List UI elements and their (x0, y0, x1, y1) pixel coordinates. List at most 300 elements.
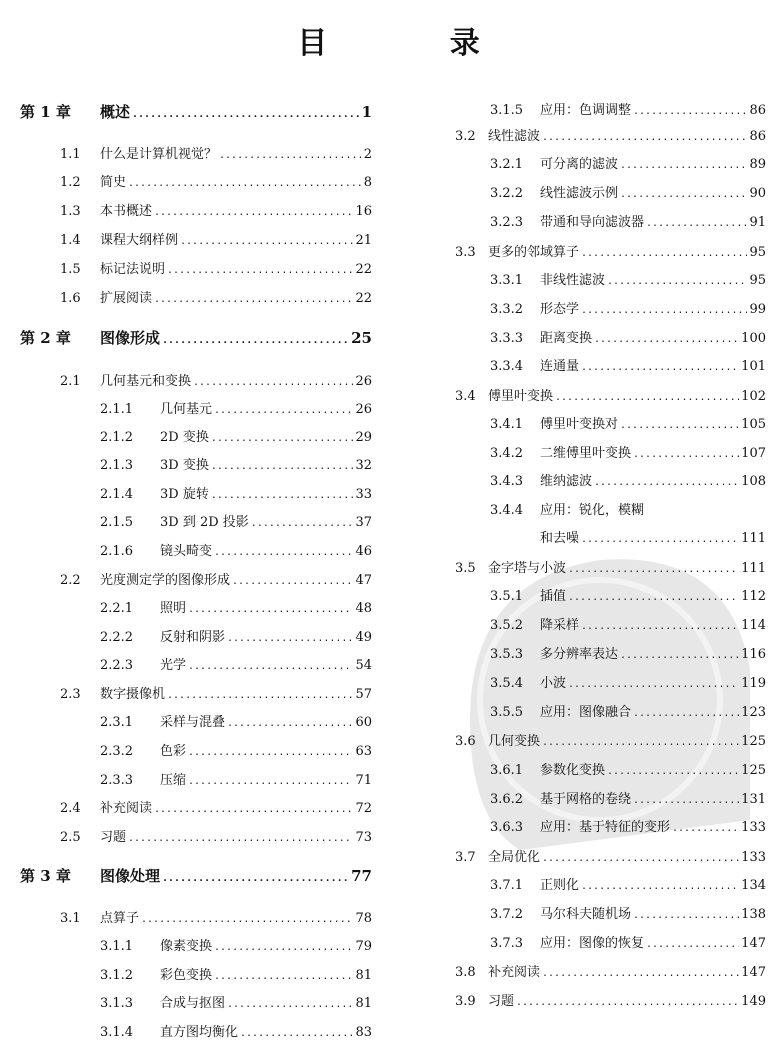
toc-entry-title: 几何变换 (488, 734, 541, 749)
toc-entry (100, 426, 372, 445)
toc-entry-number: 3.6.2 (490, 792, 524, 807)
toc-entry-title: 带通和导向滤波器 (540, 215, 645, 230)
dot-leader (542, 968, 739, 979)
toc-entry-page: 29 (355, 430, 372, 445)
toc-entry-page: 101 (741, 359, 766, 374)
toc-entry-page: 79 (355, 939, 372, 954)
toc-entry-number: 2.2.1 (100, 601, 134, 616)
toc-entry (490, 355, 766, 374)
toc-entry (490, 153, 766, 172)
dot-leader (620, 160, 747, 171)
toc-entry-number: 2.3 (60, 687, 81, 702)
dot-leader (180, 236, 353, 247)
toc-entry-page: 83 (355, 1025, 372, 1040)
toc-entry-page: 57 (355, 687, 372, 702)
dot-leader (633, 708, 739, 719)
dot-leader (240, 1028, 353, 1039)
toc-entry-title: 3D 到 2D 投影 (160, 515, 249, 530)
toc-entry-number: 3.6 (455, 734, 476, 749)
toc-entry (100, 483, 372, 502)
dot-leader (132, 109, 360, 120)
toc-entry (490, 298, 766, 317)
toc-entry-page: 116 (741, 647, 766, 662)
toc-entry-page: 1 (361, 103, 372, 121)
toc-entry (20, 327, 372, 348)
toc-entry-page: 78 (355, 911, 372, 926)
toc-entry-page: 134 (741, 878, 766, 893)
toc-entry-number: 第 1 章 (20, 103, 71, 121)
toc-entry-number: 3.2.2 (490, 186, 524, 201)
toc-entry-number: 1.6 (60, 291, 81, 306)
toc-entry-page: 107 (741, 446, 766, 461)
toc-entry-page: 111 (741, 531, 766, 546)
toc-entry-page: 33 (355, 487, 372, 502)
dot-leader (581, 621, 739, 632)
toc-entry-title: 降采样 (540, 618, 580, 633)
toc-entry-number: 1.2 (60, 175, 81, 190)
toc-entry-page: 63 (355, 744, 372, 759)
toc-entry-number: 1.4 (60, 233, 81, 248)
toc-entry-number: 3.3.1 (490, 273, 524, 288)
toc-entry (490, 99, 766, 118)
toc-entry-page: 138 (741, 907, 766, 922)
toc-entry-title: 全局优化 (488, 850, 541, 865)
dot-leader (227, 633, 353, 644)
toc-entry-page: 147 (741, 936, 766, 951)
toc-entry (20, 101, 372, 122)
dot-leader (633, 106, 747, 117)
toc-entry-title: 照明 (160, 601, 187, 616)
toc-entry (490, 614, 766, 633)
toc-entry-title: 应用：基于特征的变形 (540, 820, 671, 835)
toc-entry (490, 442, 766, 461)
toc-entry-page: 32 (355, 458, 372, 473)
toc-entry (455, 961, 766, 980)
toc-entry-number: 3.4.2 (490, 446, 524, 461)
toc-entry-number: 3.5.1 (490, 589, 524, 604)
toc-entry-number: 1.5 (60, 262, 81, 277)
toc-entry (455, 730, 766, 749)
toc-entry (100, 1021, 372, 1040)
toc-entry (490, 211, 766, 230)
toc-entry-title: 几何基元和变换 (100, 374, 192, 389)
dot-leader (141, 914, 353, 925)
toc-entry-number: 3.1 (60, 911, 81, 926)
toc-entry-page: 147 (741, 965, 766, 980)
dot-leader (542, 132, 747, 143)
toc-entry (100, 626, 372, 645)
toc-entry (60, 826, 372, 845)
dot-leader (211, 433, 354, 444)
toc-entry-number: 3.1.1 (100, 939, 134, 954)
toc-entry (455, 557, 766, 576)
toc-entry (100, 769, 372, 788)
toc-entry-page: 149 (741, 994, 766, 1009)
toc-entry (490, 788, 766, 807)
dot-leader (188, 776, 353, 787)
toc-entry (490, 932, 766, 951)
toc-entry (60, 171, 372, 190)
toc-entry (490, 269, 766, 288)
toc-entry-page: 114 (741, 618, 766, 633)
dot-leader (594, 477, 739, 488)
toc-entry-page: 8 (363, 175, 372, 190)
toc-entry-page: 81 (355, 996, 372, 1011)
toc-entry-title: 马尔科夫随机场 (540, 907, 632, 922)
toc-entry (60, 200, 372, 219)
toc-entry-page: 71 (355, 773, 372, 788)
toc-entry-page: 48 (355, 601, 372, 616)
toc-entry-number: 3.5.3 (490, 647, 524, 662)
toc-entry (455, 990, 766, 1009)
toc-entry-page: 86 (749, 129, 766, 144)
toc-entry-title: 扩展阅读 (100, 291, 153, 306)
toc-entry-title: 傅里叶变换 (488, 389, 554, 404)
toc-entry-title: 小波 (540, 676, 567, 691)
toc-entry (490, 874, 766, 893)
toc-entry (100, 540, 372, 559)
toc-entry-title: 应用：锐化，模糊 (540, 503, 645, 518)
toc-entry-number: 3.2.1 (490, 157, 524, 172)
toc-entry-title: 课程大纲样例 (100, 233, 179, 248)
toc-entry-title: 正则化 (540, 878, 580, 893)
toc-entry-title: 图像处理 (100, 867, 161, 885)
toc-entry-page: 108 (741, 474, 766, 489)
toc-entry-number: 2.1.1 (100, 402, 134, 417)
toc-entry-title: 应用：图像融合 (540, 705, 632, 720)
toc-entry-page: 95 (749, 245, 766, 260)
dot-leader (542, 853, 739, 864)
toc-entry (455, 241, 766, 260)
toc-entry-title: 距离变换 (540, 331, 593, 346)
toc-entry (490, 470, 766, 489)
toc-entry-number: 3.6.3 (490, 820, 524, 835)
toc-entry-title: 维纳滤波 (540, 474, 593, 489)
toc-entry-title: 数字摄像机 (100, 687, 166, 702)
toc-entry-title: 更多的邻域算子 (488, 245, 580, 260)
toc-entry (60, 258, 372, 277)
toc-entry-title: 镜头畸变 (160, 544, 213, 559)
toc-entry-title: 反射和阴影 (160, 630, 226, 645)
toc-entry-title: 直方图均衡化 (160, 1025, 239, 1040)
dot-leader (154, 294, 353, 305)
toc-entry (100, 597, 372, 616)
toc-entry-number: 3.1.4 (100, 1025, 134, 1040)
toc-entry (490, 327, 766, 346)
toc-entry-page: 133 (741, 850, 766, 865)
toc-entry-page: 22 (355, 262, 372, 277)
toc-entry-page: 89 (749, 157, 766, 172)
toc-entry (490, 182, 766, 201)
dot-leader (581, 305, 747, 316)
toc-entry (60, 370, 372, 389)
dot-leader (581, 362, 739, 373)
toc-entry-title: 应用：色调调整 (540, 103, 632, 118)
dot-leader (162, 335, 349, 346)
toc-entry-number: 3.5 (455, 561, 476, 576)
dot-leader (188, 604, 353, 615)
toc-entry-title: 3D 变换 (160, 458, 209, 473)
toc-entry-title: 多分辨率表达 (540, 647, 619, 662)
toc-entry-number: 2.2 (60, 573, 81, 588)
toc-entry-number: 2.3.1 (100, 715, 134, 730)
toc-entry-number: 3.6.1 (490, 763, 524, 778)
toc-entry-title: 形态学 (540, 302, 580, 317)
toc-entry-page: 46 (355, 544, 372, 559)
dot-leader (128, 833, 353, 844)
toc-entry-number: 2.3.2 (100, 744, 134, 759)
toc-entry (455, 125, 766, 144)
toc-entry-number: 3.7.2 (490, 907, 524, 922)
dot-leader (162, 873, 349, 884)
toc-entry-page: 86 (749, 103, 766, 118)
toc-entry (490, 499, 766, 518)
toc-entry (60, 907, 372, 926)
toc-entry-number: 3.7.1 (490, 878, 524, 893)
toc-entry-title: 插值 (540, 589, 567, 604)
toc-entry-page: 37 (355, 515, 372, 530)
toc-entry (60, 229, 372, 248)
toc-entry (100, 992, 372, 1011)
toc-entry (100, 711, 372, 730)
toc-entry-page: 73 (355, 830, 372, 845)
toc-entry-number: 2.1.5 (100, 515, 134, 530)
toc-entry-page: 133 (741, 820, 766, 835)
dot-leader (188, 661, 353, 672)
toc-entry-page: 123 (741, 705, 766, 720)
toc-entry-title: 光度测定学的图像形成 (100, 573, 231, 588)
dot-leader (211, 490, 354, 501)
toc-entry-number: 3.5.4 (490, 676, 524, 691)
toc-entry-title: 光学 (160, 658, 187, 673)
toc-entry-number: 3.4.3 (490, 474, 524, 489)
toc-entry (20, 865, 372, 886)
toc-entry (490, 413, 766, 432)
toc-entry-title: 色彩 (160, 744, 187, 759)
toc-entry-number: 3.3.3 (490, 331, 524, 346)
toc-entry-page: 100 (741, 331, 766, 346)
dot-leader (607, 276, 747, 287)
dot-leader (581, 534, 739, 545)
toc-entry-number: 3.2 (455, 129, 476, 144)
toc-entry-number: 3.7.3 (490, 936, 524, 951)
toc-entry (100, 935, 372, 954)
toc-entry-page: 49 (355, 630, 372, 645)
dot-leader (193, 377, 353, 388)
toc-entry-number: 3.1.5 (490, 103, 524, 118)
toc-entry-number: 3.9 (455, 994, 476, 1009)
toc-entry (60, 797, 372, 816)
toc-entry-title: 线性滤波示例 (540, 186, 619, 201)
toc-entry (100, 654, 372, 673)
toc-entry-title: 什么是计算机视觉？ (100, 147, 218, 162)
dot-leader (128, 178, 362, 189)
toc-entry-page: 90 (749, 186, 766, 201)
toc-entry-title: 连通量 (540, 359, 580, 374)
toc-entry-title: 压缩 (160, 773, 187, 788)
toc-entry-page: 125 (741, 734, 766, 749)
dot-leader (633, 449, 739, 460)
toc-entry-title: 习题 (488, 994, 515, 1009)
toc-entry-page: 119 (741, 676, 766, 691)
toc-entry-page: 102 (741, 389, 766, 404)
toc-entry-title: 习题 (100, 830, 127, 845)
toc-entry-title: 应用：图像的恢复 (540, 936, 645, 951)
toc-entry-number: 2.1.6 (100, 544, 134, 559)
toc-entry-number: 2.2.2 (100, 630, 134, 645)
toc-entry (455, 385, 766, 404)
dot-leader (620, 650, 739, 661)
toc-entry-page: 16 (355, 204, 372, 219)
toc-entry-title: 像素变换 (160, 939, 213, 954)
toc-entry-title: 补充阅读 (100, 801, 153, 816)
toc-entry-number: 2.1.3 (100, 458, 134, 473)
dot-leader (581, 248, 747, 259)
toc-entry (100, 398, 372, 417)
toc-entry-title: 本书概述 (100, 204, 153, 219)
toc-entry (490, 816, 766, 835)
toc-entry-title: 二维傅里叶变换 (540, 446, 632, 461)
toc-entry-title: 简史 (100, 175, 127, 190)
dot-leader (219, 150, 362, 161)
toc-entry-title: 补充阅读 (488, 965, 541, 980)
dot-leader (672, 823, 739, 834)
toc-entry-title: 点算子 (100, 911, 140, 926)
dot-leader (214, 971, 353, 982)
toc-entry-title: 概述 (100, 103, 131, 121)
toc-entry-page: 25 (351, 329, 372, 347)
toc-entry-number: 3.4.4 (490, 503, 524, 518)
toc-entry-page: 77 (351, 867, 372, 885)
toc-entry (100, 740, 372, 759)
toc-entry-title: 标记法说明 (100, 262, 166, 277)
dot-leader (214, 547, 353, 558)
toc-entry (540, 527, 766, 546)
toc-entry-title: 参数化变换 (540, 763, 606, 778)
toc-entry-title: 图像形成 (100, 329, 161, 347)
toc-entry-number: 2.2.3 (100, 658, 134, 673)
toc-entry (490, 672, 766, 691)
toc-entry-page: 60 (355, 715, 372, 730)
toc-entry (100, 511, 372, 530)
dot-leader (633, 910, 739, 921)
toc-entry-number: 1.1 (60, 147, 81, 162)
toc-entry-page: 21 (355, 233, 372, 248)
toc-entry-number: 3.4.1 (490, 417, 524, 432)
toc-entry-title: 基于网格的卷绕 (540, 792, 632, 807)
dot-leader (167, 265, 353, 276)
toc-entry (490, 585, 766, 604)
toc-entry-number: 2.1 (60, 374, 81, 389)
toc-entry-page: 99 (749, 302, 766, 317)
toc-entry-title: 可分离的滤波 (540, 157, 619, 172)
toc-entry-number: 3.7 (455, 850, 476, 865)
toc-entry (60, 683, 372, 702)
dot-leader (594, 334, 739, 345)
toc-entry-number: 3.4 (455, 389, 476, 404)
toc-entry-number: 3.5.5 (490, 705, 524, 720)
toc-entry (100, 454, 372, 473)
toc-entry-number: 2.1.4 (100, 487, 134, 502)
toc-entry-number: 第 2 章 (20, 329, 71, 347)
toc-entry-page: 2 (363, 147, 372, 162)
toc-entry-number: 2.5 (60, 830, 81, 845)
toc-entry-number: 3.3.2 (490, 302, 524, 317)
toc-entry-title: 几何基元 (160, 402, 213, 417)
page-title: 目 录 (297, 26, 536, 61)
toc-entry-title: 彩色变换 (160, 968, 213, 983)
toc-entry-title: 3D 旋转 (160, 487, 209, 502)
toc-entry-page: 105 (741, 417, 766, 432)
toc-entry-page: 125 (741, 763, 766, 778)
dot-leader (154, 207, 353, 218)
dot-leader (154, 804, 353, 815)
toc-entry-number: 3.8 (455, 965, 476, 980)
dot-leader (607, 766, 739, 777)
dot-leader (620, 420, 739, 431)
dot-leader (581, 881, 739, 892)
toc-entry-number: 3.1.2 (100, 968, 134, 983)
toc-entry-page: 95 (749, 273, 766, 288)
toc-entry-title: 金字塔与小波 (488, 561, 567, 576)
toc-entry-page: 81 (355, 968, 372, 983)
toc-entry-title: 2D 变换 (160, 430, 209, 445)
toc-entry-page: 22 (355, 291, 372, 306)
toc-entry-number: 3.1.3 (100, 996, 134, 1011)
dot-leader (232, 576, 353, 587)
toc-entry-title: 采样与混叠 (160, 715, 226, 730)
toc-entry (490, 643, 766, 662)
dot-leader (516, 997, 739, 1008)
toc-entry (60, 143, 372, 162)
dot-leader (568, 679, 739, 690)
toc-entry-number: 3.3 (455, 245, 476, 260)
toc-entry-number: 3.5.2 (490, 618, 524, 633)
dot-leader (633, 795, 739, 806)
toc-entry-page: 72 (355, 801, 372, 816)
toc-entry (490, 759, 766, 778)
dot-leader (167, 690, 353, 701)
toc-entry-page: 131 (741, 792, 766, 807)
toc-entry (100, 964, 372, 983)
toc-entry-number: 2.4 (60, 801, 81, 816)
toc-entry-page: 47 (355, 573, 372, 588)
dot-leader (188, 747, 353, 758)
toc-entry-page: 111 (741, 561, 766, 576)
dot-leader (227, 718, 353, 729)
dot-leader (214, 405, 353, 416)
dot-leader (251, 518, 354, 529)
toc-entry-number: 第 3 章 (20, 867, 71, 885)
toc-entry-page: 54 (355, 658, 372, 673)
dot-leader (211, 461, 354, 472)
dot-leader (646, 939, 739, 950)
toc-entry-page: 91 (749, 215, 766, 230)
toc-entry-page: 26 (355, 374, 372, 389)
toc-entry-number: 2.3.3 (100, 773, 134, 788)
dot-leader (568, 592, 739, 603)
toc-entry-number: 2.1.2 (100, 430, 134, 445)
toc-entry-title: 合成与抠图 (160, 996, 226, 1011)
toc-entry (60, 569, 372, 588)
dot-leader (646, 218, 747, 229)
toc-entry-title: 非线性滤波 (540, 273, 606, 288)
toc-entry-number: 3.2.3 (490, 215, 524, 230)
dot-leader (227, 999, 353, 1010)
toc-entry-number: 3.3.4 (490, 359, 524, 374)
toc-entry-page: 112 (741, 589, 766, 604)
toc-entry-number: 1.3 (60, 204, 81, 219)
